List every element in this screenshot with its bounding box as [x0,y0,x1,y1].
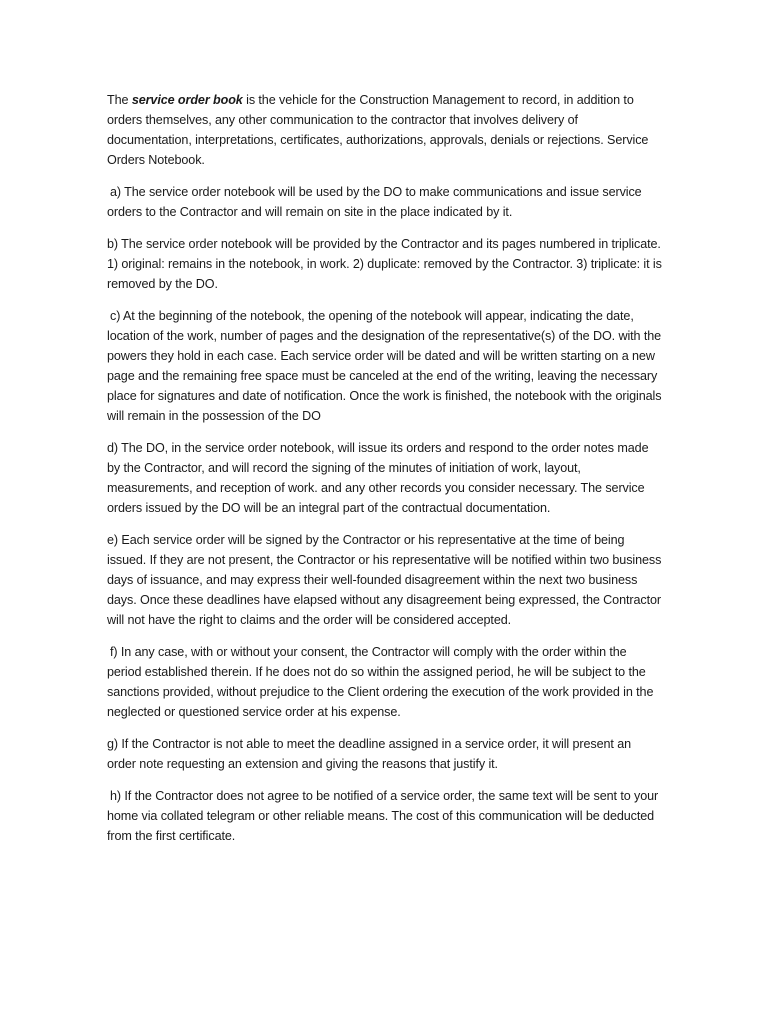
clause-a: a) The service order notebook will be used by the DO to make communications and issue service orders to the Contractor and will remain on site in the place indicated by it. [107,185,642,219]
clause-d: d) The DO, in the service order notebook, will issue its orders and respond to the order notes made by the Contractor, and will record the signing of the minutes of initiation of work, layout, measurements, and reception of work. and any other records you consider necessary. The service orders issued by the DO will be an integral part of the contractual documentation. [107,441,649,515]
clause-h: h) If the Contractor does not agree to be notified of a service order, the same text will be sent to your home via collated telegram or other reliable means. The cost of this communication will be deducted from the first certificate. [107,789,659,843]
clause-e: e) Each service order will be signed by the Contractor or his representative at the time of being issued. If they are not present, the Contractor or his representative will be notified within two business days of issuance, and may express their well-founded disagreement within the next two business days. Once these deadlines have elapsed without any disagreement being expressed, the Contractor will not have the right to claims and the order will be considered accepted. [107,533,662,627]
intro-body: is the vehicle for the Construction Management to record, in addition to orders themselves, any other communication to the contractor that involves delivery of documentation, interpretations, certificates, authorizations, approvals, denials or rejections. Service Orders Notebook. [107,93,649,167]
intro-lead: The [107,93,132,107]
clause-c: c) At the beginning of the notebook, the opening of the notebook will appear, indicating the date, location of the work, number of pages and the designation of the representative(s) of the DO. with the powers they hold in each case. Each service order will be dated and will be written starting on a new page and the remaining free space must be canceled at the end of the writing, leaving the necessary place for signatures and date of notification. Once the work is finished, the notebook with the originals will remain in the possession of the DO [107,309,662,423]
document-page [107,90,663,858]
intro-paragraph [107,90,663,170]
clause-g: g) If the Contractor is not able to meet the deadline assigned in a service order, it will present an order note requesting an extension and giving the reasons that justify it. [107,737,632,771]
clause-f: f) In any case, with or without your consent, the Contractor will comply with the order within the period established therein. If he does not do so within the assigned period, he will be subject to the sanctions provided, without prejudice to the Client ordering the execution of the work provided in the neglected or questioned service order at his expense. [107,645,654,719]
intro-term: service order book [131,93,243,107]
clause-b: b) The service order notebook will be provided by the Contractor and its pages numbered in triplicate. 1) original: remains in the notebook, in work. 2) duplicate: removed by the Contractor. 3) triplicate: it is removed by the DO. [107,237,662,291]
